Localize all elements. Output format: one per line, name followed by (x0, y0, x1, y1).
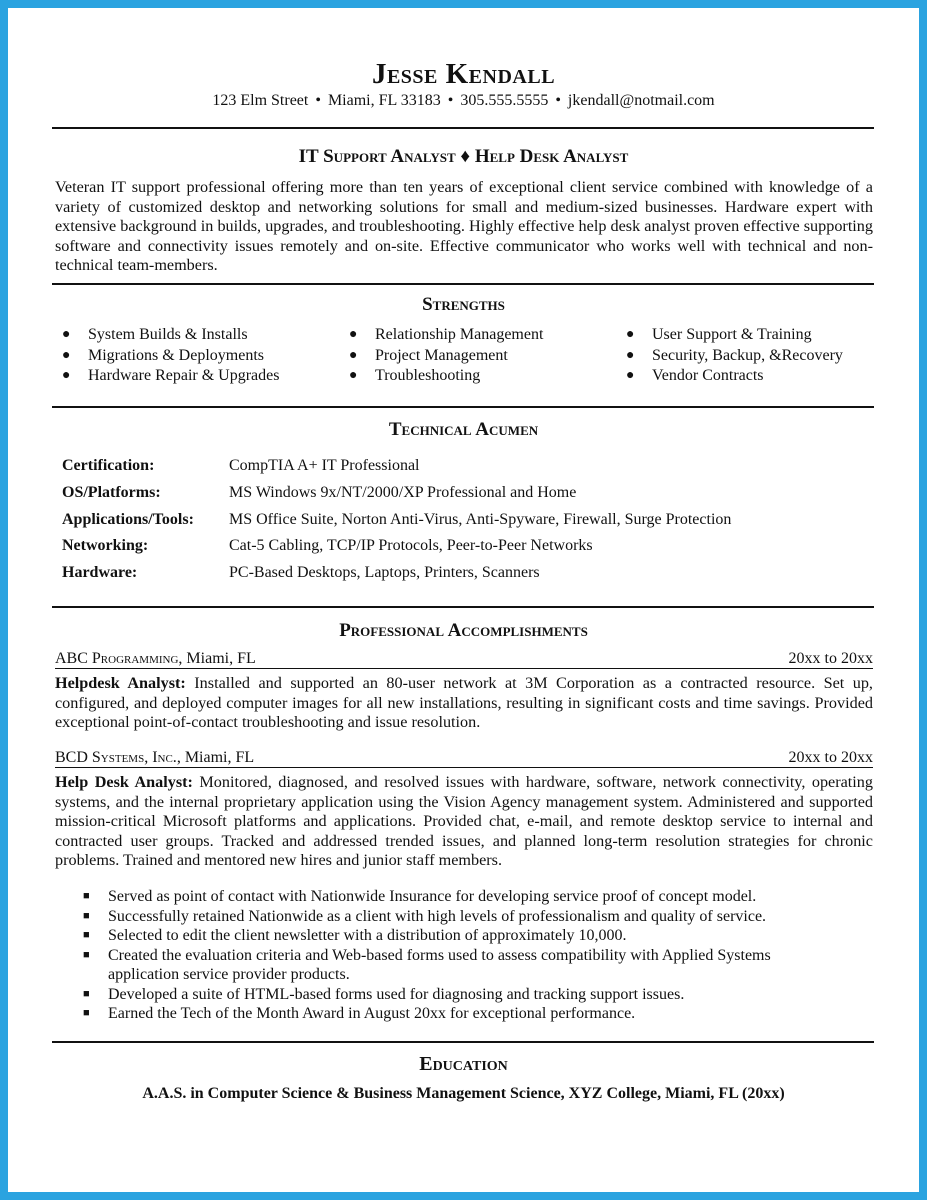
job-header (55, 749, 873, 768)
square-bullet-icon: ■ (83, 890, 90, 902)
company-name: ABC Programming (55, 650, 179, 667)
bullet-icon: ● (349, 368, 358, 383)
table-row: Hardware: PC-Based Desktops, Laptops, Printers, Scanners (62, 564, 540, 582)
list-item: ● User Support & Training (624, 325, 843, 346)
table-row: OS/Platforms: MS Windows 9x/NT/2000/XP Professional and Home (62, 483, 577, 501)
separator-dot: • (555, 92, 561, 109)
headline: IT Support Analyst ♦ Help Desk Analyst (298, 146, 629, 167)
list-item: ● Troubleshooting (347, 366, 543, 387)
summary-paragraph: Veteran IT support professional offering more than ten years of exceptional client service combined with knowledge of a variety of customized desktop and networking solutions for small and medium-sized businesses. Hardware expert with extensive background in builds, upgrades, and troubleshooting. Highly effective help desk analyst proven effective supporting software and connectivity issues remotely and on-site. Effective communicator who works well with technical and non-technical team-members. (55, 178, 873, 275)
divider (52, 1041, 874, 1043)
separator-dot: • (315, 92, 321, 109)
job-dates: 20xx to 20xx (788, 650, 873, 667)
square-bullet-icon: ■ (83, 929, 90, 941)
divider (52, 406, 874, 408)
bullet-icon: ● (62, 347, 71, 363)
strengths-column (347, 325, 543, 387)
accomplishments-title: Professional Accomplishments (339, 620, 588, 641)
list-item: ■ Created the evaluation criteria and Web-based forms used to assess compatibility with Applied Systems application service provider products. (83, 946, 771, 983)
square-bullet-icon: ■ (83, 948, 90, 961)
list-item: ● Migrations & Deployments (60, 346, 279, 367)
square-bullet-icon: ■ (83, 1007, 90, 1019)
list-item: ● Security, Backup, &Recovery (624, 346, 843, 367)
job-dates: 20xx to 20xx (788, 749, 873, 766)
list-item: ● Project Management (347, 346, 543, 367)
list-item: ● Relationship Management (347, 325, 543, 346)
strengths-title: Strengths (422, 294, 505, 315)
strengths-column (624, 325, 843, 387)
technical-table (62, 456, 862, 590)
list-item: ■ Successfully retained Nationwide as a client with high levels of professionalism and quality of service. (83, 907, 767, 925)
table-row: Certification: CompTIA A+ IT Professional (62, 457, 420, 474)
list-item: ■ Served as point of contact with Nationwide Insurance for developing service proof of concept model. (83, 888, 757, 905)
list-item: ● Hardware Repair & Upgrades (60, 366, 279, 387)
company-name: BCD Systems, Inc. (55, 749, 177, 766)
achievement-list (80, 887, 840, 1024)
divider (52, 283, 874, 285)
bullet-icon: ● (626, 347, 635, 363)
list-item: ■ Developed a suite of HTML-based forms used for diagnosing and tracking support issues. (83, 985, 685, 1003)
list-item: ● Vendor Contracts (624, 366, 843, 387)
phone: 305.555.5555 (460, 92, 549, 109)
list-item: ● System Builds & Installs (60, 325, 279, 346)
address: 123 Elm Street (212, 92, 309, 109)
bullet-icon: ● (349, 327, 358, 342)
education-entry: A.A.S. in Computer Science & Business Management Science, XYZ College, Miami, FL (20xx) (142, 1085, 785, 1102)
list-item: ■ Earned the Tech of the Month Award in August 20xx for exceptional performance. (83, 1005, 636, 1022)
table-row: Applications/Tools: MS Office Suite, Norton Anti-Virus, Anti-Spyware, Firewall, Surge Protection (62, 510, 732, 528)
bullet-icon: ● (349, 347, 358, 363)
square-bullet-icon: ■ (83, 909, 90, 922)
city: Miami, FL 33183 (327, 92, 441, 109)
bullet-icon: ● (62, 327, 71, 342)
bullet-icon: ● (626, 327, 635, 342)
job-role: Help Desk Analyst: (55, 773, 193, 791)
list-item: ■ Selected to edit the client newsletter with a distribution of approximately 10,000. (83, 927, 627, 944)
square-bullet-icon: ■ (83, 987, 90, 1000)
table-row: Networking: Cat-5 Cabling, TCP/IP Protocols, Peer-to-Peer Networks (62, 537, 593, 555)
bullet-icon: ● (62, 368, 71, 383)
divider (52, 127, 874, 129)
education-title: Education (419, 1053, 508, 1075)
divider (52, 606, 874, 608)
job-location: , Miami, FL (176, 749, 255, 766)
contact-line (0, 92, 927, 110)
job-header (55, 650, 873, 669)
job-description: Helpdesk Analyst: Installed and supported an 80-user network at 3M Corporation as a contracted resource. Set up, configured, and deployed computer images for all new installations, resulting in significant costs and time savings. Provided exceptional point-of-contact troubleshooting and issue resolution. (55, 674, 873, 732)
email: jkendall@notmail.com (567, 92, 715, 109)
candidate-name: Jesse Kendall (371, 58, 556, 90)
bullet-icon: ● (626, 368, 635, 383)
separator-dot: • (447, 92, 454, 109)
job-description: Help Desk Analyst: Monitored, diagnosed, and resolved issues with hardware, software, network connectivity, operating systems, and the internal proprietary application using the Vision Agency management system. Administered and supported mission-critical Microsoft platforms and applications. Provided chat, e-mail, and remote desktop service to internal and contracted user groups. Tracked and addressed trended issues, and planned long-term resolution strategies for chronic problems. Trained and mentored new hires and junior staff members. (55, 773, 873, 870)
job-role: Helpdesk Analyst: (55, 674, 186, 692)
job-location: , Miami, FL (178, 650, 256, 667)
technical-title: Technical Acumen (388, 419, 539, 440)
strengths-column (60, 325, 279, 387)
